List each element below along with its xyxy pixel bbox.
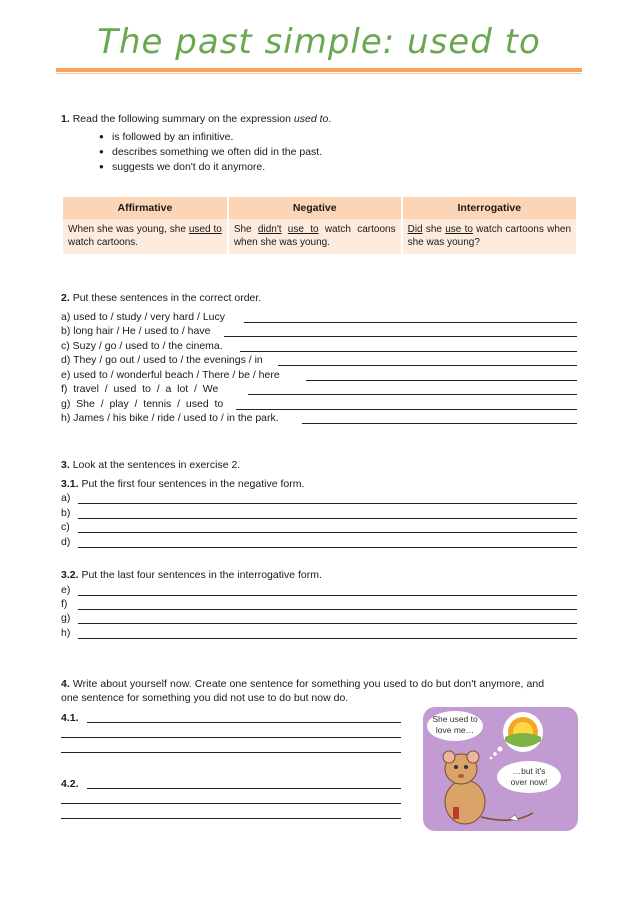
ex3-1-instruction: 3.1. Put the first four sentences in the negative form. xyxy=(61,478,305,490)
title-underline xyxy=(56,68,582,72)
worksheet-title: The past simple: used to xyxy=(97,22,541,62)
answer-label: e) xyxy=(61,584,71,596)
answer-label: f) xyxy=(61,598,68,610)
ex2-item: a) used to / study / very hard / Lucy xyxy=(61,311,225,323)
grammar-table-row xyxy=(63,219,576,254)
ex2-instruction xyxy=(61,292,261,304)
answer-line[interactable] xyxy=(302,423,577,424)
ex4-text: Write about yourself now. Create one sentence for something you used to do but don't anymore, and xyxy=(72,678,545,690)
answer-label: 4.2. xyxy=(61,778,79,790)
cartoon-svg xyxy=(423,707,578,831)
answer-line[interactable] xyxy=(78,595,577,596)
title-underline-thin xyxy=(56,73,582,74)
answer-label: d) xyxy=(61,536,71,548)
answer-label: b) xyxy=(61,507,71,519)
ex2-item: e) used to / wonderful beach / There / be / here xyxy=(61,369,280,381)
header-interrogative: Interrogative xyxy=(403,197,576,219)
header-negative: Negative xyxy=(229,197,401,219)
bubble-text: …but it's xyxy=(512,766,546,776)
answer-line[interactable] xyxy=(61,752,401,753)
ex1-text: Read the following summary on the expression xyxy=(72,113,294,125)
answer-line[interactable] xyxy=(78,638,577,639)
ex2-item: f) travel / used to / a lot / We xyxy=(61,383,219,395)
ex3-instruction xyxy=(61,459,240,471)
answer-label: 4.1. xyxy=(61,712,79,724)
ex2-text: Put these sentences in the correct order. xyxy=(72,292,262,304)
bubble-text: She used to xyxy=(432,714,478,724)
header-affirmative: Affirmative xyxy=(63,197,227,219)
answer-label: c) xyxy=(61,521,70,533)
answer-line[interactable] xyxy=(61,803,401,804)
ex2-item: c) Suzy / go / used to / the cinema. xyxy=(61,340,223,352)
answer-line[interactable] xyxy=(240,351,577,352)
grammar-table xyxy=(61,197,578,254)
answer-line[interactable] xyxy=(61,818,401,819)
ex2-item: b) long hair / He / used to / have xyxy=(61,325,211,337)
answer-line[interactable] xyxy=(236,409,577,410)
answer-line[interactable] xyxy=(278,365,577,366)
bubble-text: love me… xyxy=(435,725,475,735)
ex2-item: d) They / go out / used to / the evenings / in xyxy=(61,354,263,366)
ex1-bullet: ● suggests we don't do it anymore. xyxy=(99,161,265,173)
ex1-bullet: ● describes something we often did in the past. xyxy=(99,146,322,158)
answer-line[interactable] xyxy=(248,394,577,395)
ex3-2-instruction: 3.2. Put the last four sentences in the interrogative form. xyxy=(61,569,322,581)
ex1-bullet: ● is followed by an infinitive. xyxy=(99,131,233,143)
answer-line[interactable] xyxy=(78,623,577,624)
grammar-table-header xyxy=(63,197,576,219)
answer-line[interactable] xyxy=(244,322,577,323)
answer-line[interactable] xyxy=(78,503,577,504)
answer-line[interactable] xyxy=(78,547,577,548)
answer-line[interactable] xyxy=(61,737,401,738)
ex4-number: 4. xyxy=(61,678,70,690)
answer-line[interactable] xyxy=(87,788,401,789)
cell-affirmative: When she was young, she used to watch cartoons. xyxy=(63,219,227,254)
cell-negative: She didn't use to watch cartoons when she was young. xyxy=(229,219,401,254)
ex2-item: g) She / play / tennis / used to xyxy=(61,398,224,410)
answer-label: g) xyxy=(61,612,71,624)
ex1-number: 1. xyxy=(61,113,70,125)
cell-interrogative: Did she use to watch cartoons when she was young? xyxy=(403,219,576,254)
ex2-item: h) James / his bike / ride / used to / in the park. xyxy=(61,412,279,424)
answer-line[interactable] xyxy=(224,336,577,337)
ex1-expression: used to xyxy=(293,113,329,125)
answer-line[interactable] xyxy=(78,518,577,519)
ex4-instruction-cont: one sentence for something you did not use to do but now do. xyxy=(61,692,349,704)
ex3-number: 3. xyxy=(61,459,70,471)
answer-line[interactable] xyxy=(87,722,401,723)
cartoon-illustration xyxy=(423,707,578,831)
ex2-number: 2. xyxy=(61,292,70,304)
answer-label: a) xyxy=(61,492,71,504)
ex1-end: . xyxy=(328,113,332,125)
ex1-instruction xyxy=(61,113,331,125)
ex4-instruction xyxy=(61,678,577,690)
answer-line[interactable] xyxy=(78,532,577,533)
answer-label: h) xyxy=(61,627,71,639)
answer-line[interactable] xyxy=(78,609,577,610)
ex3-text: Look at the sentences in exercise 2. xyxy=(72,459,241,471)
answer-line[interactable] xyxy=(306,380,577,381)
bubble-text: over now! xyxy=(510,777,548,787)
